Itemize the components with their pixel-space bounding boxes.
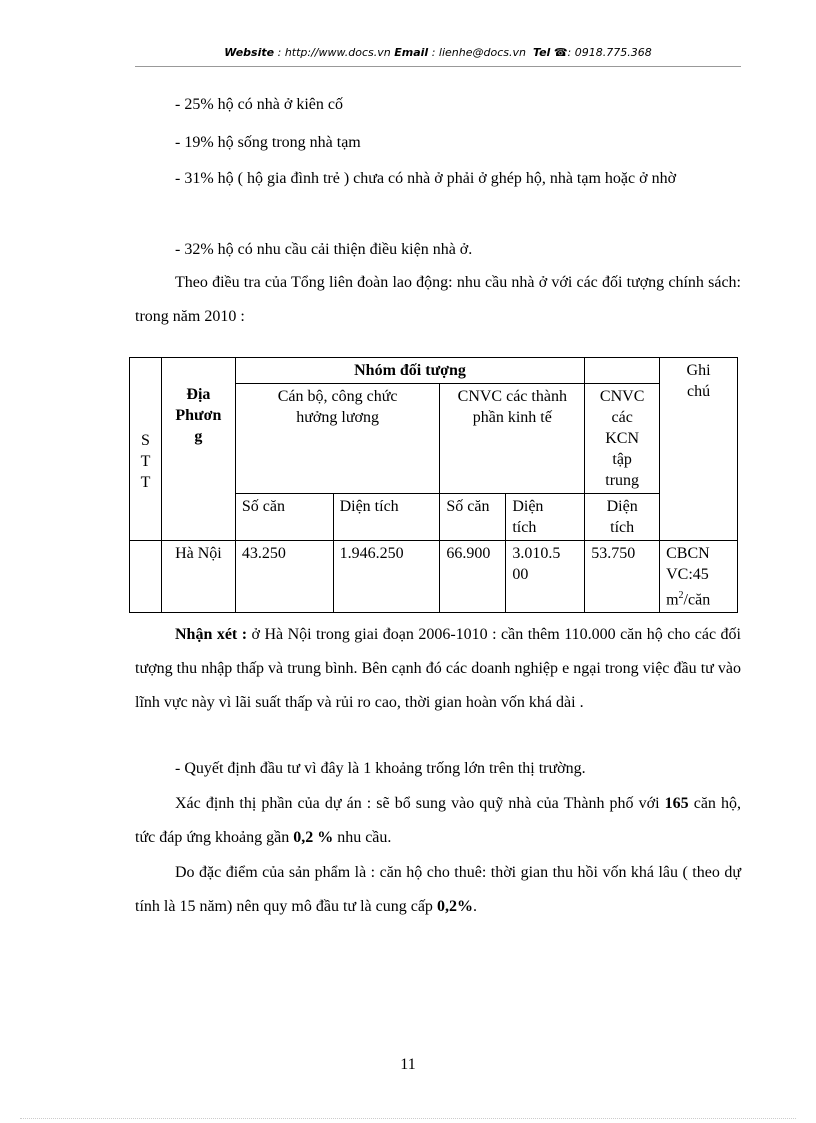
tel-value: : 0918.775.368	[567, 46, 652, 59]
p9-percent: 0,2%	[436, 898, 473, 915]
paragraph-4: - 32% hộ có nhu cầu cải thiện điều kiện nhà ở.	[175, 241, 473, 258]
page-number: 11	[400, 1056, 416, 1073]
paragraph-8	[135, 787, 741, 855]
paragraph-1: - 25% hộ có nhà ở kiên cố	[175, 96, 343, 113]
header-dien-tich-2: Diện tích	[506, 494, 585, 541]
paragraph-3: - 31% hộ ( hộ gia đình trẻ ) chưa có nhà ở phải ở ghép hộ, nhà tạm hoặc ở nhờ	[175, 170, 677, 187]
header-stt: S T T	[130, 358, 162, 541]
paragraph-2: - 19% hộ sống trong nhà tạm	[175, 134, 361, 151]
email-value[interactable]: lienhe@docs.vn	[438, 46, 526, 59]
phone-icon: ☎	[553, 46, 568, 59]
paragraph-5: Theo điều tra của Tổng liên đoàn lao động: nhu cầu nhà ở với các đối tượng chính sách: trong năm 2010 :	[135, 274, 741, 325]
website-url[interactable]: http://www.docs.vn	[284, 46, 391, 59]
cell-dien-tich-3: 53.750	[585, 541, 660, 613]
tel-label: Tel	[532, 46, 551, 59]
header-cnvc-kcn: CNVC các KCN tập trung	[585, 384, 660, 494]
paragraph-9	[135, 856, 741, 924]
website-sep: :	[274, 46, 285, 59]
p9-text-a: Do đặc điểm của sản phẩm là : căn hộ cho thuê: thời gian thu hồi vốn khá lâu ( theo dự tính là 15 năm) nên quy mô đầu tư là cung cấp	[135, 864, 741, 915]
header-dien-tich-3: Diện tích	[585, 494, 660, 541]
cell-ghi-chu	[660, 541, 738, 613]
header-dien-tich-1: Diện tích	[333, 494, 440, 541]
p8-text-e: nhu cầu.	[333, 829, 392, 846]
p8-count: 165	[664, 795, 689, 812]
email-label: Email	[394, 46, 429, 59]
p8-percent: 0,2 %	[293, 829, 334, 846]
cell-dien-tich-1: 1.946.250	[333, 541, 440, 613]
ghi-chu-text: CBCN VC:45 m	[666, 545, 710, 609]
cell-dia-phuong: Hà Nội	[161, 541, 235, 613]
page-header	[135, 46, 741, 59]
header-nhom-doi-tuong: Nhóm đối tượng	[235, 358, 584, 384]
cell-dien-tich-2: 3.010.5 00	[506, 541, 585, 613]
p8-text-a: Xác định thị phần của dự án : sẽ bổ sung vào quỹ nhà của Thành phố với	[175, 795, 665, 812]
paragraph-7: - Quyết định đầu tư vì đây là 1 khoảng trống lớn trên thị trường.	[175, 760, 586, 777]
header-divider	[135, 66, 741, 67]
cell-so-can-2: 66.900	[440, 541, 506, 613]
table-row	[130, 541, 738, 613]
header-so-can-2: Số căn	[440, 494, 506, 541]
p8-text-c: căn hộ, tức đáp ứng khoảng gần	[135, 795, 741, 846]
p9-text-c: .	[472, 898, 477, 915]
paragraph-nhan-xet	[135, 618, 741, 720]
header-so-can-1: Số căn	[235, 494, 333, 541]
header-cnvc-thanh-phan: CNVC các thành phần kinh tế	[440, 384, 585, 494]
ghi-chu-unit: /căn	[683, 591, 711, 609]
page-bottom-divider	[20, 1118, 796, 1119]
header-dia-phuong: Địa Phươn g	[161, 358, 235, 541]
nhan-xet-text: ở Hà Nội trong giai đoạn 2006-1010 : cần thêm 110.000 căn hộ cho các đối tượng thu nhập thấp và trung bình. Bên cạnh đó các doanh nghiệp e ngại trong việc đầu tư vào lĩnh vực này vì lãi suất thấp và rủi ro cao, thời gian hoàn vốn khá dài .	[135, 626, 742, 711]
header-can-bo-cong-chuc: Cán bộ, công chức hưởng lương	[235, 384, 440, 494]
header-ghi-chu: Ghi chú	[660, 358, 738, 541]
email-sep: :	[428, 46, 439, 59]
cell-so-can-1: 43.250	[235, 541, 333, 613]
ghi-chu-sup: 2	[678, 590, 684, 601]
cell-stt	[130, 541, 162, 613]
website-label: Website	[224, 46, 275, 59]
housing-demand-table	[129, 357, 738, 613]
nhan-xet-label: Nhận xét :	[175, 626, 248, 643]
header-blank	[585, 358, 660, 384]
